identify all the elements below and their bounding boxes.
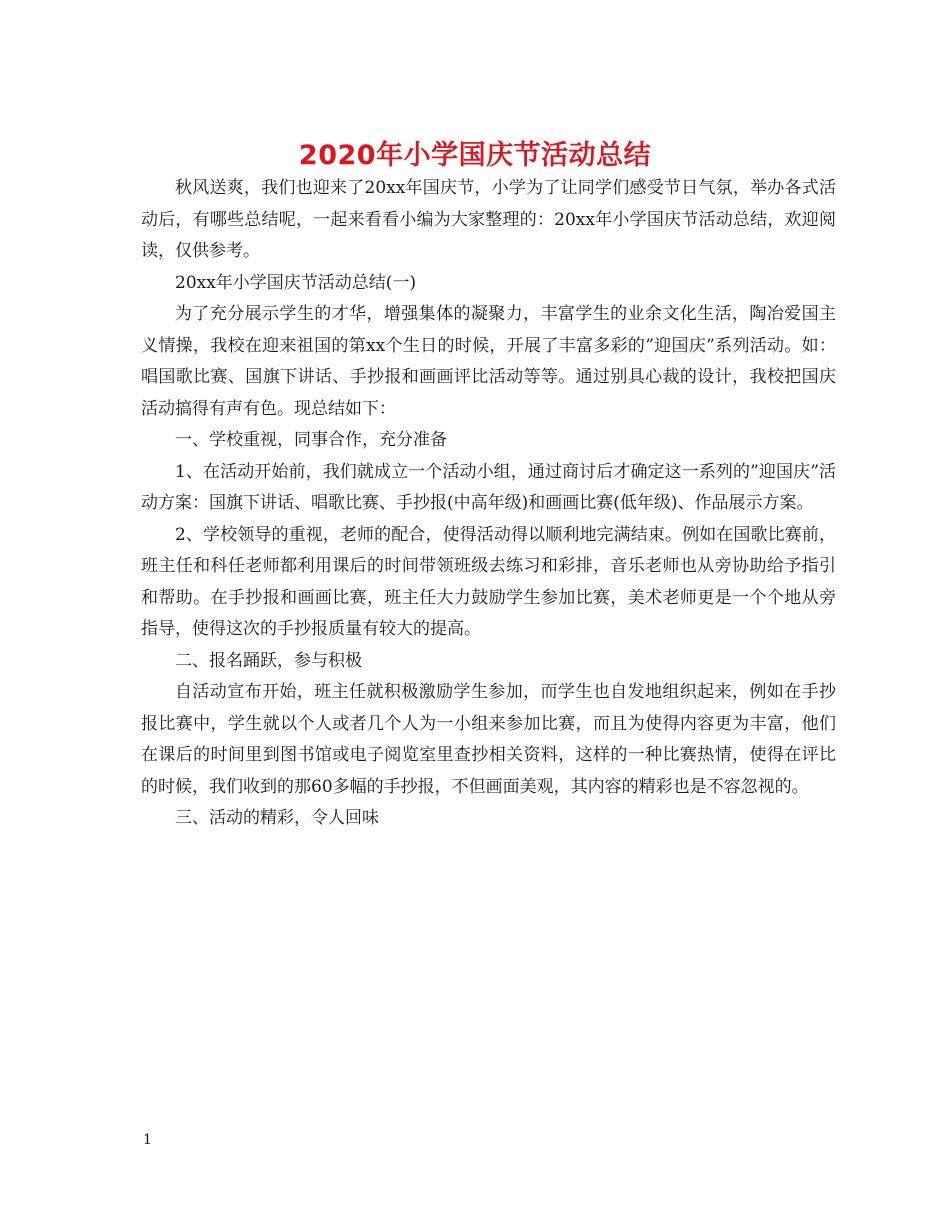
section-heading-three: 三、活动的精彩，令人回味 [175,808,379,828]
intro-paragraph: 秋风送爽，我们也迎来了20xx年国庆节，小学为了让同学们感受节日气氛，举办各式活动后，有哪些总结呢，一起来看看小编为大家整理的：20xx年小学国庆节活动总结，欢迎阅读，仅供参考。 [141,178,836,261]
section-heading-summary-one: 20xx年小学国庆节活动总结(一) [175,272,417,293]
participation-paragraph: 自活动宣布开始，班主任就积极激励学生参加，而学生也自发地组织起来，例如在手抄报比赛中，学生就以个人或者几个人为一小组来参加比赛，而且为使得内容更为丰富，他们在课后的时间里到图书馆或电子阅览室里查抄相关资料，这样的一种比赛热情，使得在评比的时候，我们收到的那60多幅的手抄报，不但画面美观，其内容的精彩也是不容忽视的。 [141,682,836,797]
overview-paragraph: 为了充分展示学生的才华，增强集体的凝聚力，丰富学生的业余文化生活，陶冶爱国主义情操，我校在迎来祖国的第xx个生日的时候，开展了丰富多彩的”迎国庆”系列活动。如：唱国歌比赛、国旗下讲话、手抄报和画画评比活动等等。通过别具心裁的设计，我校把国庆活动搞得有声有色。现总结如下： [141,304,836,419]
document-title: 2020年小学国庆节活动总结 [298,140,652,171]
section-heading-two: 二、报名踊跃，参与积极 [175,650,362,671]
point-one-paragraph: 1、在活动开始前，我们就成立一个活动小组，通过商讨后才确定这一系列的”迎国庆”活动方案：国旗下讲话、唱歌比赛、手抄报(中高年级)和画画比赛(低年级)、作品展示方案。 [141,461,836,513]
section-heading-one: 一、学校重视，同事合作，充分准备 [175,430,447,450]
page-number: 1 [143,1132,152,1148]
point-two-paragraph: 2、学校领导的重视，老师的配合，使得活动得以顺利地完满结束。例如在国歌比赛前，班主任和科任老师都利用课后的时间带领班级去练习和彩排，音乐老师也从旁协助给予指引和帮助。在手抄报和画画比赛，班主任大力鼓励学生参加比赛，美术老师更是一个个地从旁指导，使得这次的手抄报质量有较大的提高。 [141,524,836,639]
document-body [141,173,836,835]
